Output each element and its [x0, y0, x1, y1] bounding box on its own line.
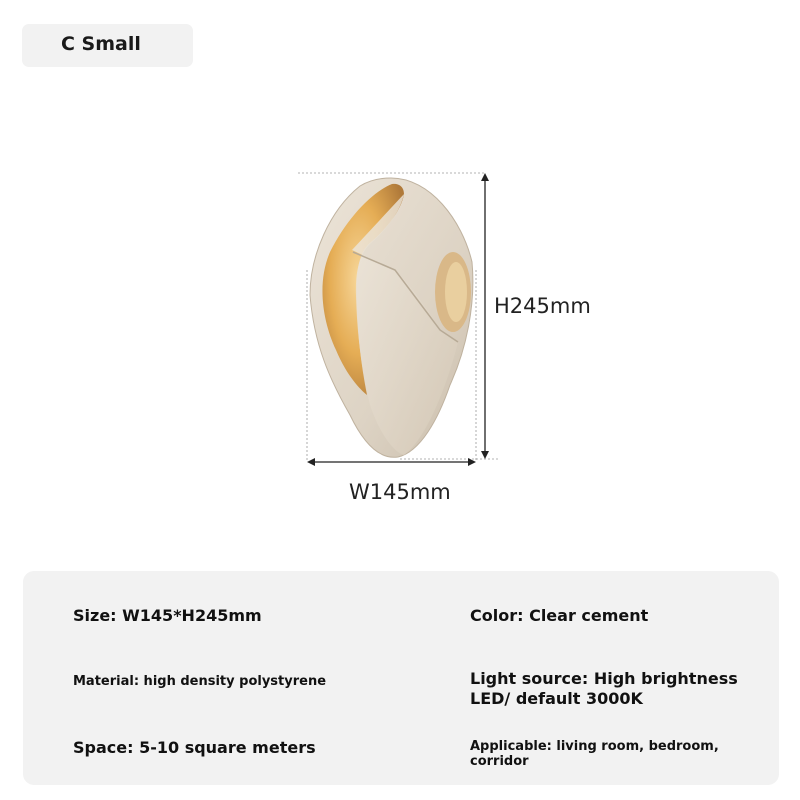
- height-arrow: [481, 173, 489, 459]
- variant-label: C Small: [61, 33, 141, 55]
- wall-lamp-illustration: [310, 178, 473, 457]
- spec-space: Space: 5-10 square meters: [73, 738, 316, 757]
- width-dimension-label: W145mm: [349, 480, 451, 504]
- spec-applicable: Applicable: living room, bedroom, corridor: [470, 739, 719, 769]
- height-dimension-label: H245mm: [494, 294, 591, 318]
- spec-light-source: Light source: High brightness LED/ default 3000K: [470, 669, 738, 708]
- spec-panel: [23, 571, 779, 785]
- spec-material: Material: high density polystyrene: [73, 674, 327, 689]
- width-arrow: [307, 458, 476, 466]
- spec-size: Size: W145*H245mm: [73, 606, 262, 625]
- spec-color: Color: Clear cement: [470, 606, 649, 625]
